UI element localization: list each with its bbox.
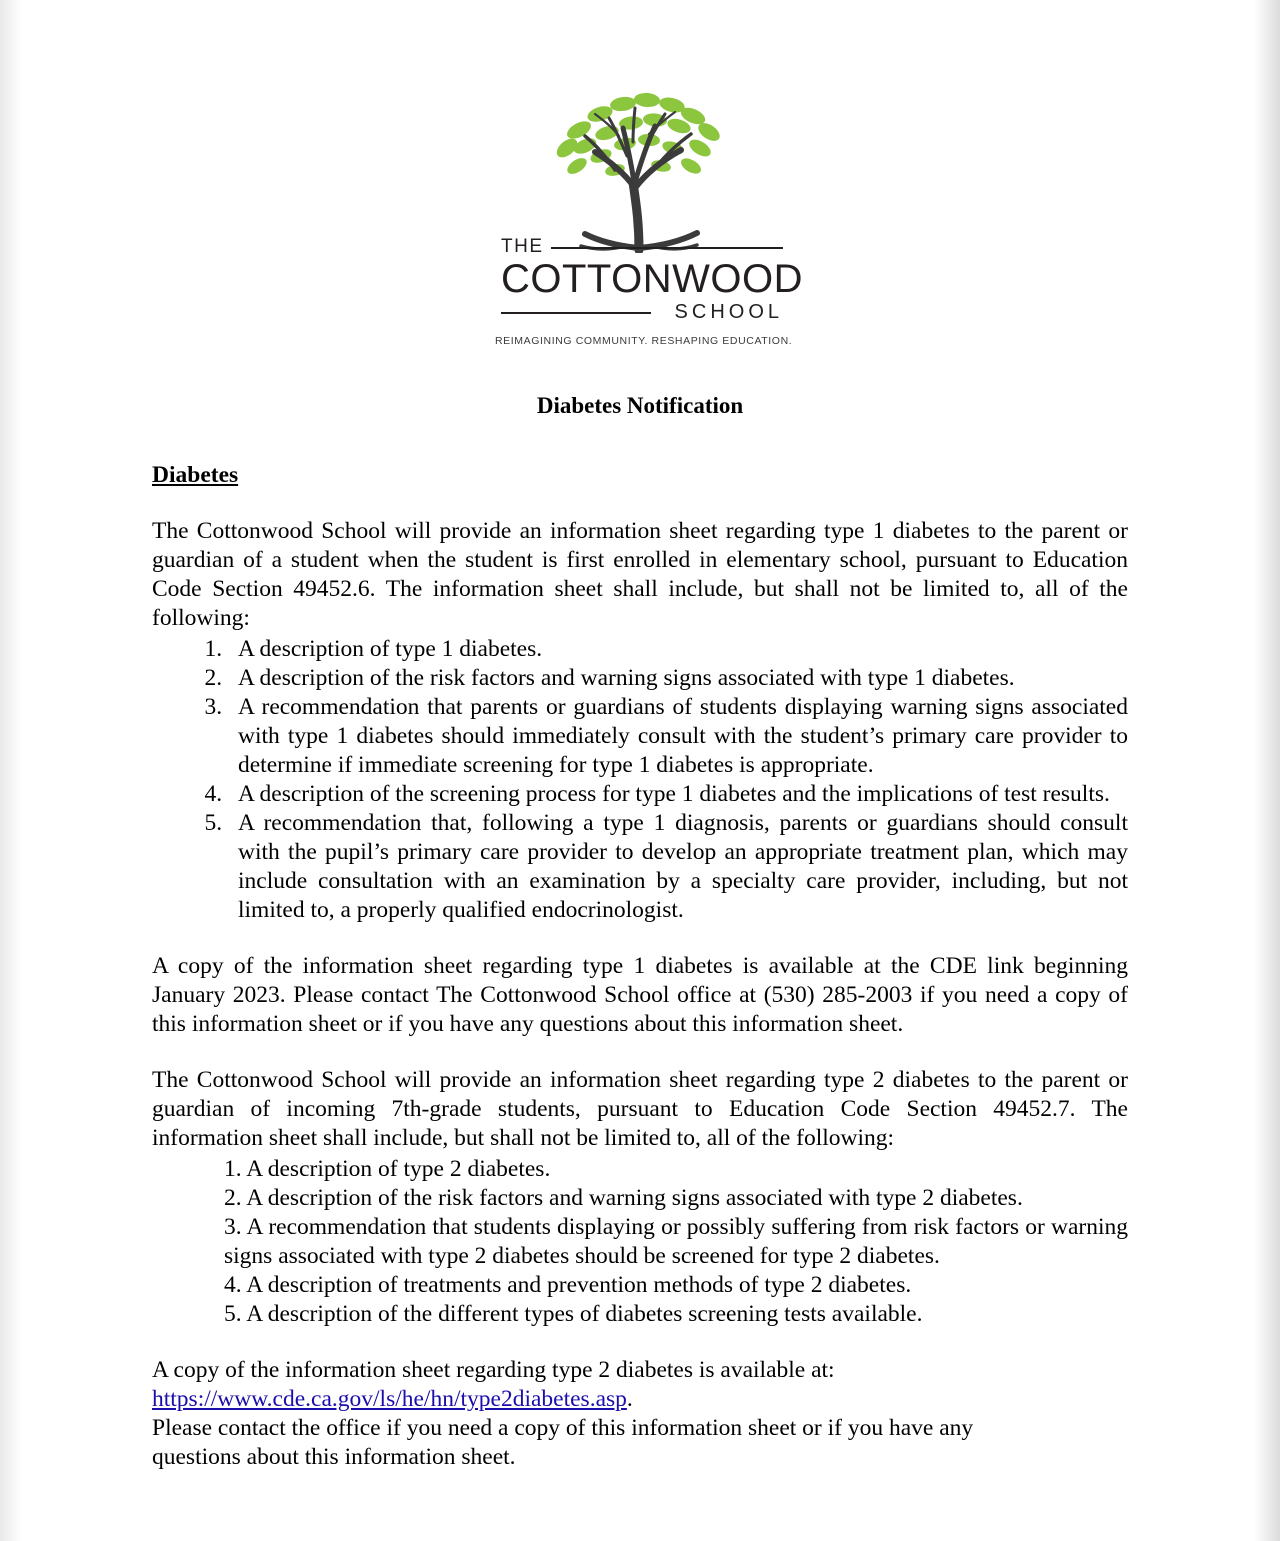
type2-copy-block	[152, 1356, 1128, 1472]
intro-paragraph: The Cottonwood School will provide an information sheet regarding type 1 diabetes to the parent or guardian of a student when the student is first enrolled in elementary school, pursuant to Education Code Section 49452.6. The information sheet shall include, but shall not be limited to, all of the following:	[152, 518, 1128, 631]
tree-icon	[515, 78, 765, 253]
document-body	[0, 461, 1280, 1472]
type2-copy-lead: A copy of the information sheet regarding type 2 diabetes is available at:	[152, 1357, 835, 1383]
list-item: 1. A description of type 2 diabetes.	[224, 1156, 551, 1182]
closing-line-2: questions about this information sheet.	[152, 1444, 516, 1470]
list-item: 5. A recommendation that, following a type 1 diagnosis, parents or guardians should consult with the pupil’s primary care provider to develop an appropriate treatment plan, which may include consultation with an examination by a specialty care provider, including, but not limited to, a properly qualified endocrinologist.	[228, 809, 1128, 925]
cde-type2-diabetes-link[interactable]: https://www.cde.ca.gov/ls/he/hn/type2diabetes.asp	[152, 1386, 627, 1412]
wordmark-school: SCHOOL	[674, 301, 783, 323]
list-item: 2. A description of the risk factors and warning signs associated with type 1 diabetes.	[228, 664, 1128, 693]
link-trailing-period: .	[626, 1386, 633, 1412]
closing-line-1: Please contact the office if you need a copy of this information sheet or if you have any	[152, 1415, 974, 1441]
list-item: 2. A description of the risk factors and warning signs associated with type 2 diabetes.	[224, 1185, 1023, 1211]
type1-copy-paragraph: A copy of the information sheet regarding type 1 diabetes is available at the CDE link beginning January 2023. Please contact The Cottonwood School office at (530) 285-2003 if you need a copy of this information sheet or if you have any questions about this information sheet.	[152, 953, 1128, 1037]
type1-requirements-list	[152, 635, 1128, 925]
wordmark-cottonwood: COTTONWOOD	[501, 257, 804, 301]
type2-intro-paragraph: The Cottonwood School will provide an information sheet regarding type 2 diabetes to the parent or guardian of incoming 7th-grade students, pursuant to Education Code Section 49452.7. The information sheet shall include, but shall not be limited to, all of the following:	[152, 1067, 1128, 1151]
list-item: 3. A recommendation that parents or guardians of students displaying warning signs associated with type 1 diabetes should immediately consult with the student’s primary care provider to determine if immediate screening for type 1 diabetes is appropriate.	[228, 693, 1128, 780]
section-heading-diabetes: Diabetes	[152, 462, 239, 488]
list-item: 1. A description of type 1 diabetes.	[228, 635, 1128, 664]
list-item: 3. A recommendation that students displaying or possibly suffering from risk factors or warning signs associated with type 2 diabetes should be screened for type 2 diabetes.	[224, 1214, 1128, 1269]
wordmark-school-row	[495, 301, 785, 327]
page-title: Diabetes Notification	[536, 393, 744, 418]
wordmark-rule-top	[551, 247, 783, 249]
wordmark-the: THE	[501, 236, 544, 257]
logo-wordmark	[495, 236, 804, 347]
school-logo	[0, 0, 1280, 347]
logo-tagline: REIMAGINING COMMUNITY. RESHAPING EDUCATION.	[495, 335, 793, 347]
list-item: 5. A description of the different types of diabetes screening tests available.	[224, 1301, 923, 1327]
wordmark-rule-bottom	[501, 312, 651, 314]
type2-requirements-list	[152, 1155, 1128, 1329]
list-item: 4. A description of the screening process for type 1 diabetes and the implications of test results.	[228, 780, 1128, 809]
type2-link-line	[152, 1385, 1128, 1414]
list-item: 4. A description of treatments and prevention methods of type 2 diabetes.	[224, 1272, 912, 1298]
